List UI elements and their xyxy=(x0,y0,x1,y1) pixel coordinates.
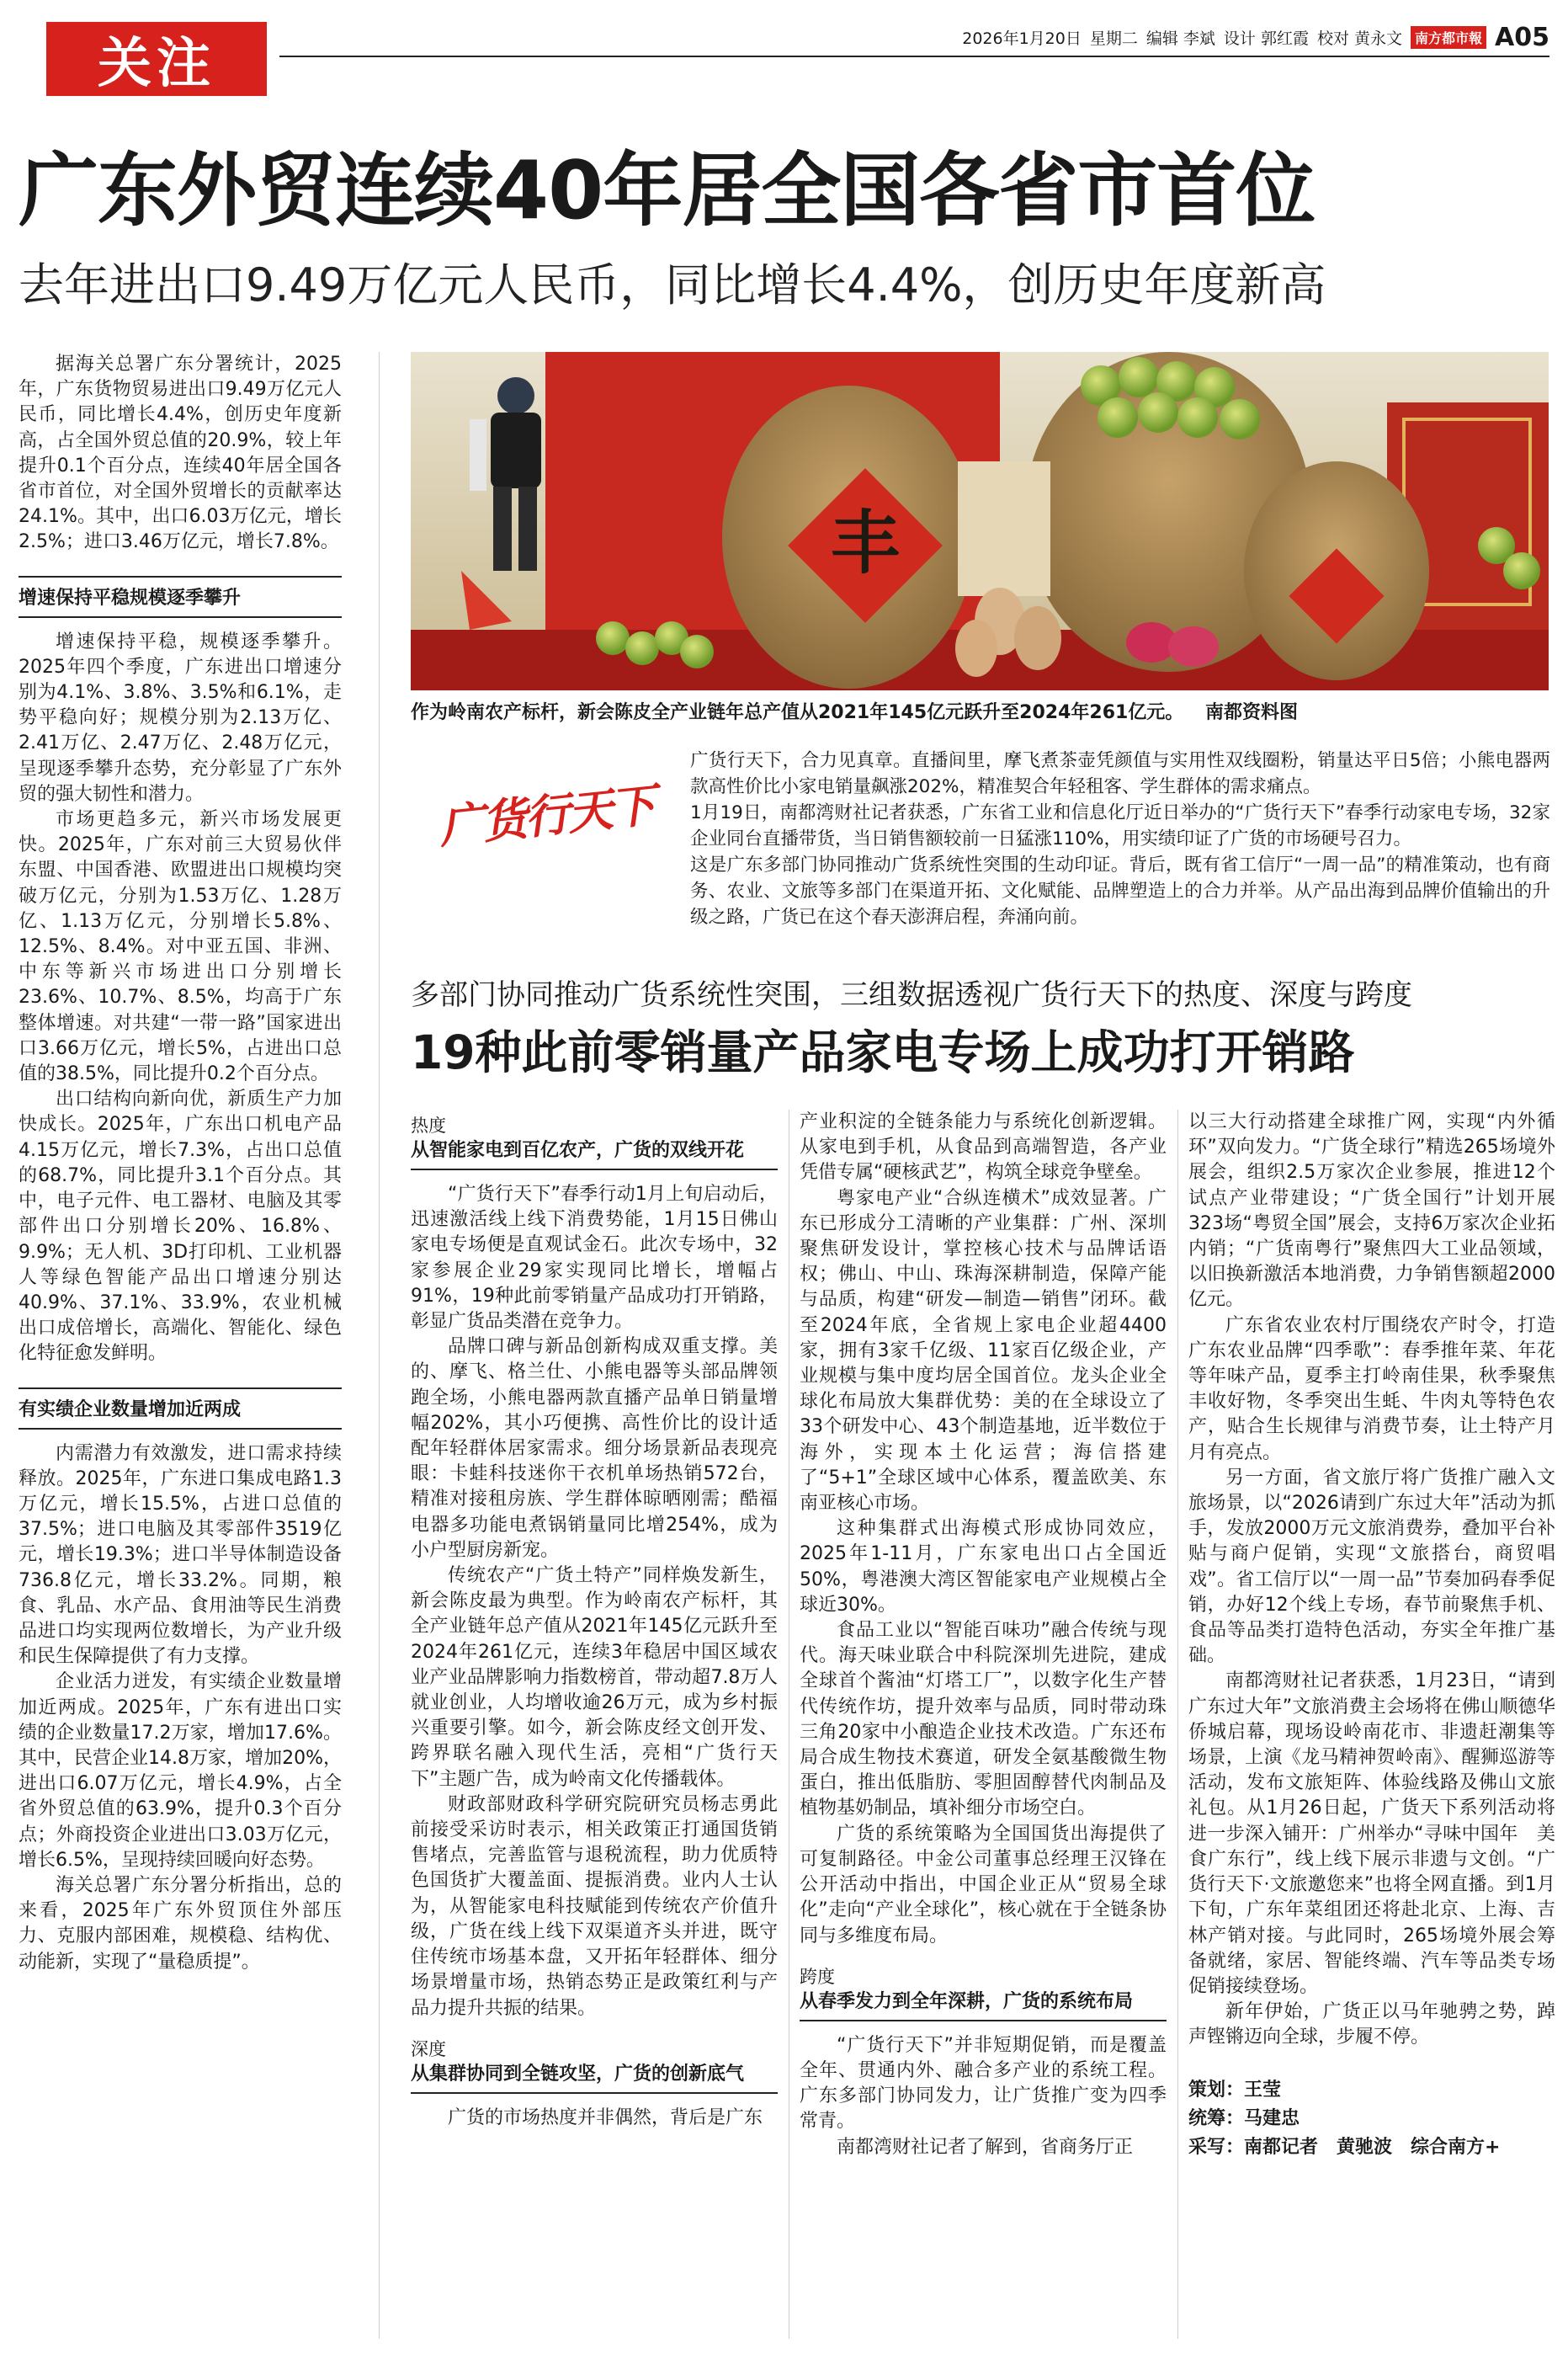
col2-paragraph: 广货的市场热度并非偶然，背后是广东 xyxy=(448,2106,763,2128)
column-rule xyxy=(379,352,380,2339)
page-number: A05 xyxy=(1495,22,1549,52)
feature-intro-paragraph: 广货行天下，合力见真章。直播间里，摩飞煮茶壶凭颜值与实用性双线圈粉，销量达平日5倍；小熊电器两款高性价比小家电销量飙涨202%，精准契合年轻租客、学生群体的需求痛点。 xyxy=(690,750,1550,797)
left-paragraph: 内需潜力有效激发，进口需求持续释放。2025年，广东进口集成电路1.3万亿元，增长15.5%，占进口总值的37.5%；进口电脑及其零部件3519亿元，增长19.3%；进口半导体制造设备736.8亿元，增长33.2%。同期，粮食、乳品、水产品、食用油等民生消费品进口均实现两位数增长，为产业升级和民生保障提供了有力支撑。 xyxy=(19,1442,342,1668)
photo-illustration xyxy=(411,352,1549,690)
credit-coordinator: 统筹：马建忠 xyxy=(1188,2107,1300,2129)
col3-paragraph: 食品工业以“智能百味功”融合传统与现代。海天味业联合中科院深圳先进院，建成全球首个酱油“灯塔工厂”，以数字化生产替代传统作坊，提升效率与品质，同时带动珠三角20家中小酿造企业技术改造。广东还布局合成生物技术赛道，研发全氨基酸微生物蛋白，推出低脂肪、零胆固醇替代肉制品及植物基奶制品，填补细分市场空白。 xyxy=(800,1620,1167,1819)
left-paragraph: 企业活力迸发，有实绩企业数量增加近两成。2025年，广东有进出口实绩的企业数量17.2万家，增加17.6%。其中，民营企业14.8万家，增加20%，进出口6.07万亿元，增长4.9%，占全省外贸总值的63.9%，提升0.3个百分点；外商投资企业进出口3.03万亿元，增长6.5%，呈现持续回暖向好态势。 xyxy=(19,1671,342,1871)
col3-paragraph: 产业积淀的全链条能力与系统化创新逻辑。从家电到手机，从食品到高端智造，各产业凭借专属“硬核武艺”，构筑全球竞争壁垒。 xyxy=(800,1111,1167,1184)
left-paragraph: 市场更趋多元，新兴市场发展更快。2025年，广东对前三大贸易伙伴东盟、中国香港、欧盟进出口规模均突破万亿元，分别为1.53万亿、1.28万亿、1.13万亿元，分别增长5.8%、12.5%、8.4%。对中亚五国、非洲、中东等新兴市场进出口分别增长23.6%、10.7%、8.5%，均高于广东整体增速。对共建“一带一路”国家进出口3.66万亿元，增长5%，占进出口总值的38.5%，同比提升0.2个百分点。 xyxy=(19,809,342,1085)
issue-weekday: 星期二 xyxy=(1089,29,1138,48)
subheading-heat: 从智能家电到百亿农产，广货的双线开花 xyxy=(411,1138,778,1170)
feature-intro-paragraph: 这是广东多部门协同推动广货系统性突围的生动印证。背后，既有省工信厅“一周一品”的精准策动，也有商务、农业、文旅等多部门在渠道开拓、文化赋能、品牌塑造上的合力并举。从产品出海到品牌价值输出的升级之路，广货已在这个春天澎湃启程，奔涌向前。 xyxy=(690,855,1550,928)
left-paragraph: 增速保持平稳，规模逐季攀升。2025年四个季度，广东进出口增速分别为4.1%、3.8%、3.5%和6.1%，走势平稳向好；规模分别为2.13万亿、2.41万亿、2.47万亿、2.48万亿元，呈现逐季攀升态势，充分彰显了广东外贸的强大韧性和潜力。 xyxy=(19,631,342,805)
page-headline: 广东外贸连续40年居全国各省市首位 xyxy=(19,145,1316,237)
feature-logo xyxy=(419,749,672,876)
credit-writer: 采写：南都记者 黄驰波 综合南方+ xyxy=(1188,2136,1501,2158)
subheading-depth: 从集群协同到全链攻坚，广货的创新底气 xyxy=(411,2062,778,2094)
photo-caption: 作为岭南农产标杆，新会陈皮全产业链年总产值从2021年145亿元跃升至2024年261亿元。 xyxy=(411,702,1184,723)
kicker-heat: 热度 xyxy=(411,1116,446,1136)
col2-paragraph: 财政部财政科学研究院研究员杨志勇此前接受采访时表示，相关政策正打通国货销售堵点，完善监管与退税流程，助力优质特色国货扩大覆盖面、提振消费。业内人士认为，从智能家电科技赋能到传统农产价值升级，广货在线上线下双渠道齐头并进，既守住传统市场基本盘，又开拓年轻群体、细分场景增量市场，热销态势正是政策红利与产品力提升共振的结果。 xyxy=(411,1793,778,2019)
proof-credit: 校对 黄永文 xyxy=(1316,29,1403,48)
left-lead: 据海关总署广东分署统计，2025年，广东货物贸易进出口9.49万亿元人民币，同比增长4.4%，创历史年度新高，占全国外贸总值的20.9%，较上年提升0.1个百分点，连续40年居全国各省市首位，对全国外贸增长的贡献率达24.1%。其中，出口6.03万亿元，增长2.5%；进口3.46万亿元，增长7.8%。 xyxy=(19,354,342,553)
left-paragraph: 出口结构向新向优，新质生产力加快成长。2025年，广东出口机电产品4.15万亿元，增长7.3%，占出口总值的68.7%，同比提升3.1个百分点。其中，电子元件、电工器材、电脑及其零部件出口分别增长20%、16.8%、9.9%；无人机、3D打印机、工业机器人等绿色智能产品出口增速分别达40.9%、37.1%、33.9%，农业机械出口成倍增长，高端化、智能化、绿色化特征愈发鲜明。 xyxy=(19,1089,342,1365)
editor-credit: 编辑 李斌 xyxy=(1145,29,1215,48)
page-subheadline: 去年进出口9.49万亿元人民币，同比增长4.4%，创历史年度新高 xyxy=(19,258,1326,312)
col4-paragraph: 南都湾财社记者获悉，1月23日，“请到广东过大年”文旅消费主会场将在佛山顺德华侨城启幕，现场设岭南花市、非遗赶潮集等场景，上演《龙马精神贺岭南》、醒狮巡游等活动，发布文旅矩阵、体验线路及佛山文旅礼包。从1月26日起，广货天下系列活动将进一步深入铺开：广州举办“寻味中国年 美食广东行”，线上线下展示非遗与文创。“广货行天下·文旅邀您来”也将全网直播。到1月下旬，广东年菜组团还将赴北京、上海、吉林产销对接。与此同时，265场境外展会筹备就绪，家居、智能终端、汽车等品类专场促销接续登场。 xyxy=(1188,1670,1555,1997)
col2-paragraph: “广货行天下”春季行动1月上旬启动后，迅速激活线上线下消费势能，1月15日佛山家电专场便是直观试金石。此次专场中，32家参展企业29家实现同比增长，增幅占91%，19种此前零销量产品成功打开销路，彰显广货品类潜在竞争力。 xyxy=(411,1184,778,1333)
feature-deck: 多部门协同推动广货系统性突围，三组数据透视广货行天下的热度、深度与跨度 xyxy=(411,978,1412,1012)
credits-block xyxy=(1188,2076,1555,2162)
col3-paragraph: 南都湾财社记者了解到，省商务厅正 xyxy=(837,2136,1134,2158)
col3-paragraph: 广货的系统策略为全国国货出海提供了可复制路径。中金公司董事总经理王汉锋在公开活动中指出，中国企业正从“贸易全球化”走向“产业全球化”，核心就在于全链条协同与多维度布局。 xyxy=(800,1823,1167,1947)
section-tab xyxy=(46,22,267,96)
left-section-heading-1: 增速保持平稳规模逐季攀升 xyxy=(19,576,342,618)
feature-title: 19种此前零销量产品家电专场上成功打开销路 xyxy=(411,1025,1355,1079)
col2-paragraph: 品牌口碑与新品创新构成双重支撑。美的、摩飞、格兰仕、小熊电器等头部品牌领跑全场，小熊电器两款直播产品单日销量增幅202%，其小巧便携、高性价比的设计适配年轻群体居家需求。细分场景新品表现亮眼：卡蛙科技迷你干衣机单场热销572台，精准对接租房族、学生群体晾晒刚需；酷福电器多功能电煮锅销量同比增254%，成为小户型厨房新宠。 xyxy=(411,1336,778,1561)
col4-paragraph: 广东省农业农村厅围绕农产时令，打造广东农业品牌“四季歌”：春季推年菜、年花等年味产品，夏季主打岭南佳果，秋季聚焦丰收好物，冬季突出生蚝、牛肉丸等特色农产，贴合生长规律与消费节奏，让土特产月月有亮点。 xyxy=(1188,1314,1555,1463)
kicker-depth: 深度 xyxy=(411,2038,446,2059)
feature-photo xyxy=(411,352,1549,690)
feature-intro-paragraph: 1月19日，南都湾财社记者获悉，广东省工业和信息化厅近日举办的“广货行天下”春季行动家电专场，32家企业同台直播带货，当日销售额较前一日猛涨110%，用实绩印证了广货的市场硬号召力。 xyxy=(690,802,1550,849)
credit-planner: 策划：王莹 xyxy=(1188,2079,1282,2101)
feature-column-3 xyxy=(800,1110,1167,2160)
masthead-rule xyxy=(279,56,1549,57)
feature-column-4 xyxy=(1188,1110,1555,2162)
feature-logo-text: 广货行天下 xyxy=(436,777,656,854)
paper-logo: 南方都市報 xyxy=(1411,26,1486,49)
photo-caption-block xyxy=(411,700,1549,726)
banner-character: 丰 xyxy=(830,503,901,583)
left-section-heading-2: 有实绩企业数量增加近两成 xyxy=(19,1387,342,1430)
left-paragraph: 海关总署广东分署分析指出，总的来看，2025年广东外贸顶住外部压力、克服内部困难，规模稳、结构优、动能新，实现了“量稳质提”。 xyxy=(19,1874,342,1973)
kicker-span: 跨度 xyxy=(800,1966,835,1987)
col4-paragraph: 以三大行动搭建全球推广网，实现“内外循环”双向发力。“广货全球行”精选265场境外展会，组织2.5万家次企业参展，推进12个试点产业带建设；“广货全国行”计划开展323场“粤贸全国”展会，支持6万家次企业拓内销；“广货南粤行”聚焦四大工业品领域，以旧换新激活本地消费，力争销售额超2000亿元。 xyxy=(1188,1111,1555,1311)
subheading-span: 从春季发力到全年深耕，广货的系统布局 xyxy=(800,1989,1167,2021)
col3-paragraph: “广货行天下”并非短期促销，而是覆盖全年、贯通内外、融合多产业的系统工程。广东多部门协同发力，让广货推广变为四季常青。 xyxy=(800,2034,1167,2133)
feature-column-2 xyxy=(411,1110,778,2131)
feature-intro xyxy=(690,748,1550,930)
col2-paragraph: 传统农产“广货土特产”同样焕发新生，新会陈皮最为典型。作为岭南农产标杆，其全产业链年总产值从2021年145亿元跃升至2024年261亿元，连续3年稳居中国区域农业产业品牌影响力指数榜首，带动超7.8万人就业创业，人均增收逾26万元，成为乡村振兴重要引擎。如今，新会陈皮经文创开发、跨界联名融入现代生活，亮相“广货行天下”主题广告，成为岭南文化传播载体。 xyxy=(411,1565,778,1790)
photo-credit: 南都资料图 xyxy=(1204,702,1298,723)
col4-paragraph: 另一方面，省文旅厅将广货推广融入文旅场景，以“2026请到广东过大年”活动为抓手，发放2000万元文旅消费券，叠加平台补贴与商户促销，实现“文旅搭台，商贸唱戏”。省工信厅以“一周一品”节奏加码春季促销，办好12个线上专场，春节前聚焦手机、食品等品类打造特色活动，夯实全年推广基础。 xyxy=(1188,1467,1555,1667)
column-rule xyxy=(1177,1110,1178,2339)
masthead-info xyxy=(962,20,1549,54)
col3-paragraph: 这种集群式出海模式形成协同效应，2025年1-11月，广东家电出口占全国近50%，粤港澳大湾区智能家电产业规模占全球近30%。 xyxy=(800,1518,1167,1616)
issue-date: 2026年1月20日 xyxy=(962,29,1082,48)
col4-paragraph: 新年伊始，广货正以马年驰骋之势，踔声铿锵迈向全球，步履不停。 xyxy=(1188,2001,1555,2048)
left-article xyxy=(19,352,342,1975)
designer-credit: 设计 郭红霞 xyxy=(1223,29,1309,48)
col3-paragraph: 粤家电产业“合纵连横术”成效显著。广东已形成分工清晰的产业集群：广州、深圳聚焦研发设计，掌控核心技术与品牌话语权；佛山、中山、珠海深耕制造，保障产能与品质，构建“研发—制造—销售”闭环。截至2024年底，全省规上家电企业超4400家，拥有3家千亿级、11家百亿级企业，产业规模与集中度均居全国首位。龙头企业全球化布局放大集群优势：美的在全球设立了33个研发中心、43个制造基地，近半数位于海外，实现本土化运营；海信搭建了“5+1”全球区域中心体系，覆盖欧美、东南亚核心市场。 xyxy=(800,1187,1167,1515)
section-label: 关注 xyxy=(98,33,215,95)
